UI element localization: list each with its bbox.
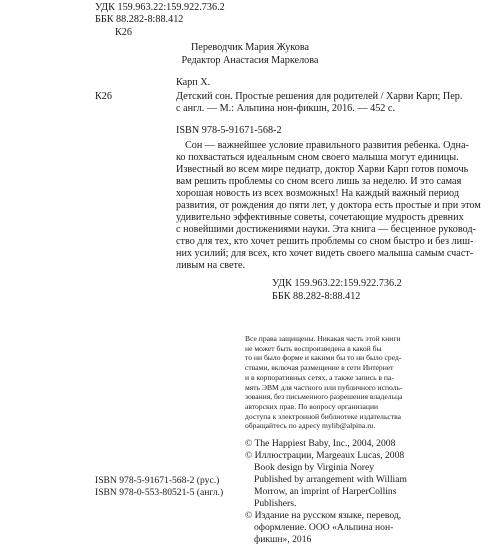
copyright-line: © Издание на русском языке, перевод, xyxy=(245,510,402,521)
copyright-line: Publishers. xyxy=(254,498,297,509)
translator-credit: Переводчик Мария Жукова xyxy=(190,42,310,53)
abstract-line: хорошая новость из всех возможных! На каждый важный период xyxy=(176,188,460,199)
rights-line: доступа к электронной библиотеке издательства xyxy=(245,411,401,421)
copyright-line: © Иллюстрации, Margeaux Lucas, 2008 xyxy=(245,450,405,461)
classification-bbk: ББК 88.282-8:88.412 xyxy=(272,291,361,302)
copyright-block xyxy=(245,438,407,546)
footer-isbn-list xyxy=(95,475,223,499)
copyright-line: Book design by Virginia Norey xyxy=(254,462,375,473)
rights-line: авторских прав. По вопросу организации xyxy=(245,401,379,411)
rights-line: мять ЭВМ для частного или публичного исполь- xyxy=(245,382,403,392)
abstract-line: ко похвастаться идеальным сном своего малыша могут единицы. xyxy=(176,152,459,163)
copyright-line: © The Happiest Baby, Inc., 2004, 2008 xyxy=(245,438,396,449)
copyright-line: фикшн», 2016 xyxy=(254,534,312,545)
footer-isbn: ISBN 978-0-553-80521-5 (англ.) xyxy=(95,487,224,498)
abstract-line: Сон — важнейшее условие правильного развития ребенка. Одна- xyxy=(185,140,469,151)
abstract-line: вам решить проблемы со сном всего лишь за неделю. И это самая xyxy=(176,176,462,187)
abstract-line: ливым на свете. xyxy=(176,260,246,271)
rights-line: и в корпоративных сетях, а также запись в па- xyxy=(245,372,394,382)
abstract-line: с новейшими достижениями науки. Эта книга — бесценное руковод- xyxy=(176,224,476,235)
abstract-line: удивительно эффективные советы, сочетающие мудрость древних xyxy=(176,212,464,223)
biblio-code: К26 xyxy=(95,91,112,102)
biblio-description xyxy=(176,91,462,115)
rights-line: Все права защищены. Никакая часть этой книги xyxy=(245,334,401,343)
header-code: К26 xyxy=(115,27,132,38)
rights-line: то ни было форме и какими бы то ни было сред- xyxy=(245,353,402,363)
rights-line: зования, без письменного разрешения владельца xyxy=(245,392,403,402)
biblio-isbn: ISBN 978-5-91671-568-2 xyxy=(176,125,282,136)
abstract-line: Известный во всем мире педиатр, доктор Харви Карп готов помочь xyxy=(176,164,469,175)
biblio-author: Карп Х. xyxy=(176,77,211,88)
copyright-line: Published by arrangement with William xyxy=(254,474,407,485)
footer-isbn: ISBN 978-5-91671-568-2 (рус.) xyxy=(95,475,220,486)
rights-line: не может быть воспроизведена в какой бы xyxy=(245,343,382,353)
rights-line: обращайтесь по адресу mylib@alpina.ru. xyxy=(245,421,376,431)
copyright-line: оформление. ООО «Альпина нон- xyxy=(254,522,394,533)
biblio-line: Детский сон. Простые решения для родителей / Харви Карп; Пер. xyxy=(176,91,463,102)
header-udk: УДК 159.963.22:159.922.736.2 xyxy=(95,2,225,13)
abstract-line: ство для тех, кто хочет решить проблемы со сном быстро и без лиш- xyxy=(176,236,474,247)
rights-line: ствами, включая размещение в сети Интернет xyxy=(245,363,394,373)
abstract-line: них усилий; для всех, кто хочет видеть своего малыша самым счаст- xyxy=(176,248,474,259)
biblio-line: с англ. — М.: Альпина нон-фикшн, 2016. — 452 с. xyxy=(176,103,395,114)
header-bbk: ББК 88.282-8:88.412 xyxy=(95,14,184,25)
rights-notice xyxy=(245,334,403,431)
classification-udk: УДК 159.963.22:159.922.736.2 xyxy=(272,278,402,289)
editor-credit: Редактор Анастасия Маркелова xyxy=(181,55,319,66)
abstract-paragraph xyxy=(176,140,481,272)
abstract-line: развития, от рождения до пяти лет, у доктора есть простые и при этом xyxy=(176,200,481,211)
copyright-line: Morrow, an imprint of HarperCollins xyxy=(254,486,397,497)
